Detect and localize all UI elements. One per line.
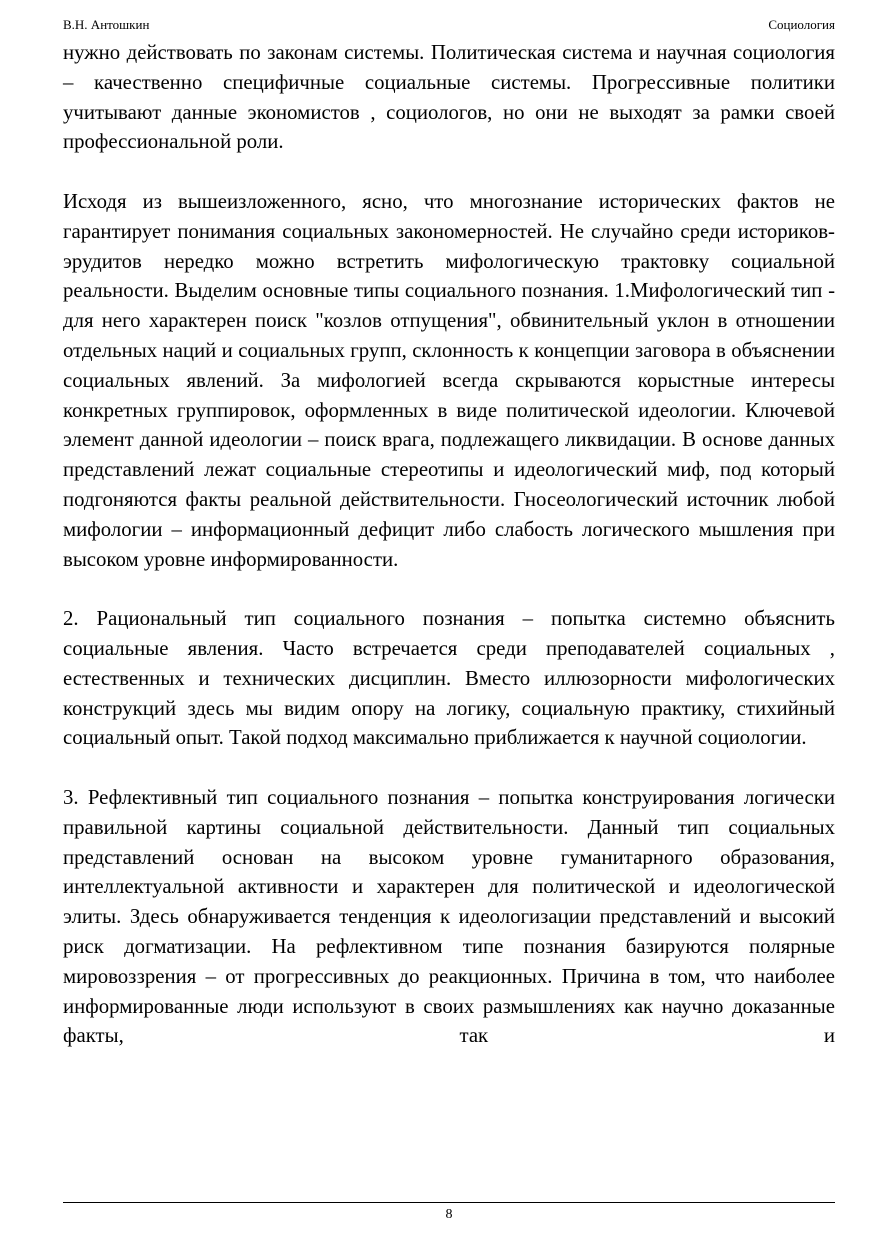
page-number: 8 bbox=[445, 1207, 453, 1222]
running-header bbox=[63, 17, 835, 33]
paragraph-continuation: нужно действовать по законам системы. Политическая система и научная социология – качественно специфичные социальные системы. Прогрессивные политики учитывают данные экономистов , социологов, но они не выходят за рамки своей профессиональной роли. bbox=[63, 41, 835, 154]
paragraph-types-intro: Исходя из вышеизложенного, ясно, что многознание исторических фактов не гарантирует понимания социальных закономерностей. Не случайно среди историков-эрудитов нередко можно встретить мифологическую трактовку социальной реальности. Выделим основные типы социального познания. 1.Мифологический тип - для него характерен поиск "козлов отпущения", обвинительный уклон в отношении отдельных наций и социальных групп, склонность к концепции заговора в объяснении социальных явлений. За мифологией всегда скрываются корыстные интересы конкретных группировок, оформленных в виде политической идеологии. Ключевой элемент данной идеологии – поиск врага, подлежащего ликвидации. В основе данных представлений лежат социальные стереотипы и идеологический миф, под который подгоняются факты реальной действительности. Гносеологический источник любой мифологии – информационный дефицит либо слабость логического мышления при высоком уровне информированности. bbox=[63, 189, 835, 571]
footer-divider bbox=[63, 1202, 835, 1203]
header-subject: Социология bbox=[768, 17, 835, 32]
paragraph-reflective-type: 3. Рефлективный тип социального познания – попытка конструирования логически правильной картины социальной действительности. Данный тип социальных представлений основан на высоком уровне гуманитарного образования, интеллектуальной активности и характерен для политической и идеологической элиты. Здесь обнаруживается тенденция к идеологизации представлений и высокий риск догматизации. На рефлективном типе познания базируются полярные мировоззрения – от прогрессивных до реакционных. Причина в том, что наиболее информированные люди используют в своих размышлениях как научно доказанные факты, так и bbox=[63, 785, 835, 1048]
paragraph-rational-type: 2. Рациональный тип социального познания – попытка системно объяснить социальные явления. Часто встречается среди преподавателей социальных , естественных и технических дисциплин. Вместо иллюзорности мифологических конструкций здесь мы видим опору на логику, социальную практику, стихийный социальный опыт. Такой подход максимально приближается к научной социологии. bbox=[63, 607, 835, 750]
header-author: В.Н. Антошкин bbox=[63, 17, 150, 32]
body-text bbox=[63, 38, 835, 1051]
document-page bbox=[63, 0, 835, 1241]
